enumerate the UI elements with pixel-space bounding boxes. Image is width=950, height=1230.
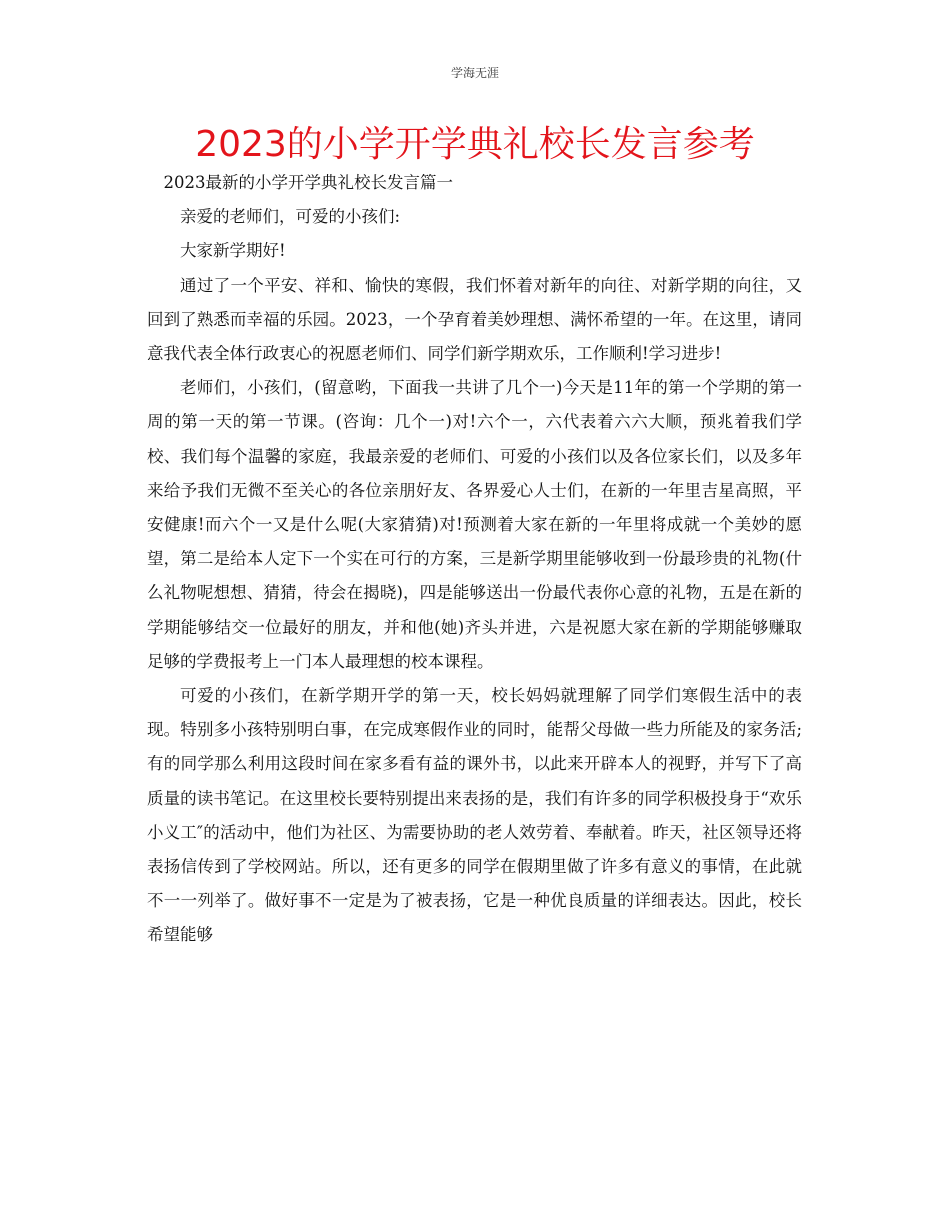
document-title: 2023的小学开学典礼校长发言参考 bbox=[195, 124, 755, 165]
greeting-paragraph: 大家新学期好! bbox=[180, 241, 286, 261]
body-paragraph: 老师们，小孩们，(留意哟，下面我一共讲了几个一)今天是11年的第一个学期的第一周的第一天的第一节课。(咨询：几个一)对!六个一，六代表着六六大顺，预兆着我们学校、我们每个温馨的家庭，我最亲爱的老师们、可爱的小孩们以及各位家长们，以及多年来给予我们无微不至关心的各位亲朋好友、各界爱心人士们，在新的一年里吉星高照，平安健康!而六个一又是什么呢(大家猜猜)对!预测着大家在新的一年里将成就一个美妙的愿望，第二是给本人定下一个实在可行的方案，三是新学期里能够收到一份最珍贵的礼物(什么礼物呢想想、猜猜，待会在揭晓)，四是能够送出一份最代表你心意的礼物，五是在新的学期能够结交一位最好的朋友，并和他(她)齐头并进，六是祝愿大家在新的学期能够赚取足够的学费报考上一门本人最理想的校本课程。 bbox=[147, 378, 802, 671]
salutation-paragraph: 亲爱的老师们，可爱的小孩们: bbox=[180, 207, 401, 227]
subtitle-paragraph: 2023最新的小学开学典礼校长发言篇一 bbox=[163, 173, 453, 192]
body-paragraph: 通过了一个平安、祥和、愉快的寒假，我们怀着对新年的向往、对新学期的向往，又回到了熟悉而幸福的乐园。2023，一个孕育着美妙理想、满怀希望的一年。在这里，请同意我代表全体行政衷心的祝愿老师们、同学们新学期欢乐，工作顺利!学习进步! bbox=[147, 275, 802, 364]
document-body bbox=[147, 166, 802, 953]
header-note: 学海无涯 bbox=[450, 66, 499, 80]
body-paragraph: 可爱的小孩们，在新学期开学的第一天，校长妈妈就理解了同学们寒假生活中的表现。特别多小孩特别明白事，在完成寒假作业的同时，能帮父母做一些力所能及的家务活;有的同学那么利用这段时间在家多看有益的课外书，以此来开辟本人的视野，并写下了高质量的读书笔记。在这里校长要特别提出来表扬的是，我们有许多的同学积极投身于“欢乐小义工″的活动中，他们为社区、为需要协助的老人效劳着、奉献着。昨天，社区领导还将表扬信传到了学校网站。所以，还有更多的同学在假期里做了许多有意义的事情，在此就不一一列举了。做好事不一定是为了被表扬，它是一种优良质量的详细表达。因此，校长希望能够 bbox=[147, 686, 802, 945]
